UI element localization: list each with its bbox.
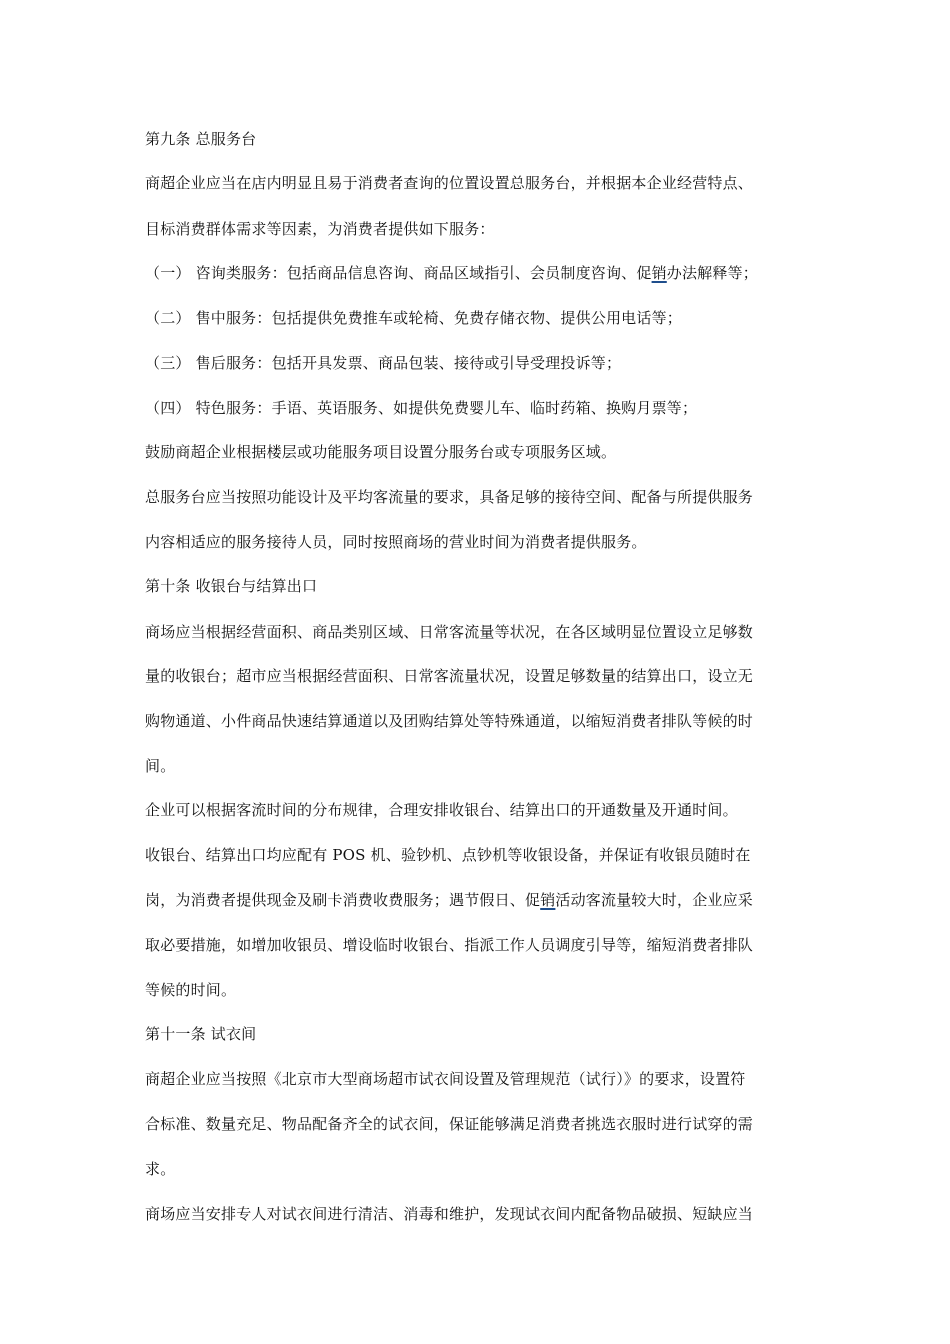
paragraph-line: 购物通道、小件商品快速结算通道以及团购结算处等特殊通道，以缩短消费者排队等候的时 <box>145 712 754 730</box>
paragraph-line: 商场应当根据经营面积、商品类别区域、日常客流量等状况，在各区域明显位置设立足够数 <box>145 623 754 641</box>
paragraph-line: 商超企业应当按照《北京市大型商场超市试衣间设置及管理规范（试行）》的要求，设置符 <box>145 1070 746 1088</box>
paragraph-line: 合标准、数量充足、物品配备齐全的试衣间，保证能够满足消费者挑选衣服时进行试穿的需 <box>145 1115 754 1133</box>
list-item-text: （一） 咨询类服务：包括商品信息咨询、商品区域指引、会员制度咨询、促 <box>145 264 652 282</box>
paragraph-line: 鼓励商超企业根据楼层或功能服务项目设置分服务台或专项服务区域。 <box>145 443 617 461</box>
paragraph-text: 活动客流量较大时，企业应采 <box>555 891 754 909</box>
paragraph-line <box>145 890 825 910</box>
paragraph-line: 目标消费群体需求等因素，为消费者提供如下服务： <box>145 220 495 238</box>
paragraph-line: 量的收银台；超市应当根据经营面积、日常客流量状况，设置足够数量的结算出口，设立无 <box>145 667 754 685</box>
paragraph-line: 求。 <box>145 1160 176 1178</box>
underlined-char: 销 <box>651 264 667 282</box>
paragraph-line: 总服务台应当按照功能设计及平均客流量的要求，具备足够的接待空间、配备与所提供服务 <box>145 488 754 506</box>
paragraph-line: 收银台、结算出口均应配有 POS 机、验钞机、点钞机等收银设备，并保证有收银员随时在 <box>145 846 751 864</box>
list-item-1 <box>145 263 825 283</box>
paragraph-text: 岗，为消费者提供现金及刷卡消费收费服务；遇节假日、促 <box>145 891 541 909</box>
list-item-text: 办法解释等； <box>666 264 758 282</box>
paragraph-line: 等候的时间。 <box>145 981 237 999</box>
article-heading-10: 第十条 收银台与结算出口 <box>145 577 318 595</box>
underlined-char: 销 <box>540 891 556 909</box>
list-item-4: （四） 特色服务：手语、英语服务、如提供免费婴儿车、临时药箱、换购月票等； <box>145 399 698 417</box>
paragraph-line: 取必要措施，如增加收银员、增设临时收银台、指派工作人员调度引导等，缩短消费者排队 <box>145 936 754 954</box>
article-heading-11: 第十一条 试衣间 <box>145 1025 257 1043</box>
paragraph-line: 内容相适应的服务接待人员，同时按照商场的营业时间为消费者提供服务。 <box>145 533 647 551</box>
paragraph-line: 商场应当安排专人对试衣间进行清洁、消毒和维护，发现试衣间内配备物品破损、短缺应当 <box>145 1205 754 1223</box>
list-item-3: （三） 售后服务：包括开具发票、商品包装、接待或引导受理投诉等； <box>145 354 622 372</box>
list-item-2: （二） 售中服务：包括提供免费推车或轮椅、免费存储衣物、提供公用电话等； <box>145 309 682 327</box>
paragraph-line: 商超企业应当在店内明显且易于消费者查询的位置设置总服务台，并根据本企业经营特点、 <box>145 174 754 192</box>
paragraph-line: 企业可以根据客流时间的分布规律，合理安排收银台、结算出口的开通数量及开通时间。 <box>145 801 738 819</box>
paragraph-line: 间。 <box>145 757 176 775</box>
article-heading-9: 第九条 总服务台 <box>145 130 257 148</box>
